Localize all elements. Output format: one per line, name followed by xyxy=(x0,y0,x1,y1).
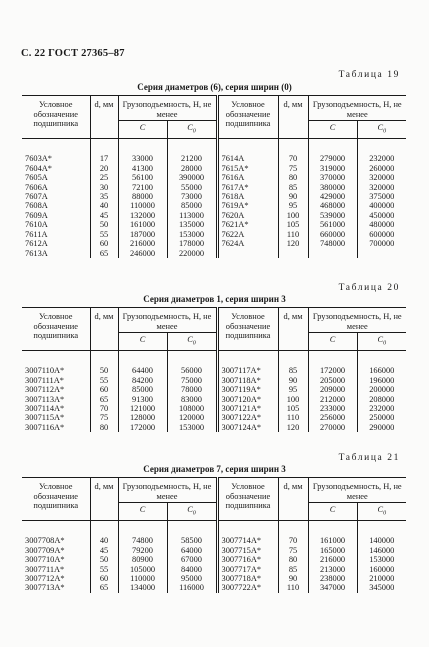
designation-cell: 3007712A* xyxy=(25,573,65,583)
c0-cell: 73000 xyxy=(167,192,217,201)
c0-cell: 84000 xyxy=(167,565,217,574)
table-row xyxy=(22,201,406,210)
c-cell: 319000 xyxy=(308,164,357,173)
c-cell: 279000 xyxy=(308,139,357,164)
c0-cell: 200000 xyxy=(357,385,406,394)
designation-cell: 7619A* xyxy=(217,201,278,210)
col-c: C xyxy=(118,121,167,139)
c-cell: 468000 xyxy=(308,201,357,210)
c-cell: 134000 xyxy=(118,583,167,592)
table-row xyxy=(22,546,406,555)
c0-cell: 232000 xyxy=(357,139,406,164)
c0-cell: 64000 xyxy=(167,546,217,555)
d-cell: 70 xyxy=(90,404,118,413)
col-c0: $C_0$ xyxy=(167,333,217,351)
c0-cell: 250000 xyxy=(357,413,406,422)
designation-cell: 7604A* xyxy=(25,163,52,173)
col-capacity: Грузоподъемность, Н, не менее xyxy=(118,478,217,503)
table-21-title: Серия диаметров 7, серия ширин 3 xyxy=(143,464,286,474)
d-cell: 95 xyxy=(278,385,308,394)
d-cell: 65 xyxy=(90,583,118,592)
designation-cell: 7616A xyxy=(217,173,278,182)
table-row xyxy=(22,230,406,239)
d-cell: 20 xyxy=(90,164,118,173)
c-cell: 74800 xyxy=(118,521,167,546)
c-cell: 33000 xyxy=(118,139,167,164)
designation-cell: 7610A xyxy=(25,220,48,230)
c-cell: 88000 xyxy=(118,192,167,201)
table-row xyxy=(22,555,406,564)
c0-cell: 153000 xyxy=(357,555,406,564)
col-capacity: Грузоподъемность, Н, не менее xyxy=(118,96,217,121)
designation-cell: 3007112A* xyxy=(25,385,65,395)
col-capacity: Грузоподъемность, Н, не менее xyxy=(118,308,217,333)
c0-cell: 166000 xyxy=(357,351,406,376)
designation-cell: 3007111A* xyxy=(25,375,64,385)
c-cell: 110000 xyxy=(118,574,167,583)
c-cell: 233000 xyxy=(308,404,357,413)
table-21 xyxy=(22,477,406,593)
c0-cell: 320000 xyxy=(357,173,406,182)
c-cell: 212000 xyxy=(308,395,357,404)
d-cell: 110 xyxy=(278,413,308,422)
col-d: d, мм xyxy=(278,478,308,521)
c-cell: 539000 xyxy=(308,211,357,220)
col-c0: $C_0$ xyxy=(167,121,217,139)
designation-cell: 7605A xyxy=(25,173,48,183)
c-cell: 161000 xyxy=(308,521,357,546)
designation-cell: 3007122A* xyxy=(217,413,278,422)
table-row xyxy=(22,220,406,229)
c-cell: 238000 xyxy=(308,574,357,583)
col-d: d, мм xyxy=(90,478,118,521)
table-20 xyxy=(22,307,406,432)
designation-cell: 3007709A* xyxy=(25,545,65,555)
d-cell: 70 xyxy=(278,139,308,164)
c0-cell: 290000 xyxy=(357,423,406,432)
c-cell: 128000 xyxy=(118,413,167,422)
c-cell: 429000 xyxy=(308,192,357,201)
col-c0: $C_0$ xyxy=(357,121,406,139)
d-cell: 70 xyxy=(278,521,308,546)
designation-cell: 3007717A* xyxy=(217,565,278,574)
table-row xyxy=(22,404,406,413)
d-cell: 105 xyxy=(278,220,308,229)
col-c0: $C_0$ xyxy=(357,333,406,351)
page-header: С. 22 ГОСТ 27365–87 xyxy=(21,48,125,59)
c0-cell: 78000 xyxy=(167,385,217,394)
designation-cell: 3007718A* xyxy=(217,574,278,583)
c-cell: 172000 xyxy=(308,351,357,376)
c-cell: 41300 xyxy=(118,164,167,173)
designation-cell: 7613A xyxy=(25,248,48,258)
designation-cell: 3007117A* xyxy=(217,351,278,376)
c0-cell: 700000 xyxy=(357,239,406,248)
d-cell: 65 xyxy=(90,395,118,404)
d-cell: 30 xyxy=(90,183,118,192)
d-cell: 35 xyxy=(90,192,118,201)
c-cell: 270000 xyxy=(308,423,357,432)
c-cell: 347000 xyxy=(308,583,357,592)
designation-cell: 7609A xyxy=(25,210,48,220)
designation-cell: 3007716A* xyxy=(217,555,278,564)
c-cell: 91300 xyxy=(118,395,167,404)
c0-cell: 220000 xyxy=(167,249,217,258)
c-cell: 246000 xyxy=(118,249,167,258)
designation-cell: 3007120A* xyxy=(217,395,278,404)
table-row xyxy=(22,583,406,592)
c-cell: 205000 xyxy=(308,376,357,385)
table-row xyxy=(22,239,406,248)
c0-cell: 75000 xyxy=(167,376,217,385)
designation-cell: 7603A* xyxy=(25,154,52,164)
designation-cell: 3007119A* xyxy=(217,385,278,394)
table-row xyxy=(22,413,406,422)
d-cell: 40 xyxy=(90,521,118,546)
c-cell: 161000 xyxy=(118,220,167,229)
d-cell: 95 xyxy=(278,201,308,210)
c-cell: 213000 xyxy=(308,565,357,574)
c0-cell: 153000 xyxy=(167,230,217,239)
c-cell: 105000 xyxy=(118,565,167,574)
table-20-title: Серия диаметров 1, серия ширин 3 xyxy=(143,294,286,304)
designation-cell: 3007708A* xyxy=(25,536,65,546)
col-c0: $C_0$ xyxy=(357,503,406,521)
c-cell: 85000 xyxy=(118,385,167,394)
c0-cell: 480000 xyxy=(357,220,406,229)
c-cell: 72100 xyxy=(118,183,167,192)
col-c: C xyxy=(118,333,167,351)
col-capacity: Грузоподъемность, Н, не менее xyxy=(308,96,406,121)
c0-cell: 55000 xyxy=(167,183,217,192)
d-cell: 60 xyxy=(90,239,118,248)
d-cell: 65 xyxy=(90,249,118,258)
d-cell: 45 xyxy=(90,546,118,555)
col-d: d, мм xyxy=(278,96,308,139)
designation-cell: 3007115A* xyxy=(25,413,65,423)
designation-cell: 3007711A* xyxy=(25,564,65,574)
d-cell: 80 xyxy=(278,173,308,182)
designation-cell: 7617A* xyxy=(217,183,278,192)
col-capacity: Грузоподъемность, Н, не менее xyxy=(308,478,406,503)
table-row xyxy=(22,574,406,583)
c0-cell: 208000 xyxy=(357,395,406,404)
table-row xyxy=(22,164,406,173)
table-row xyxy=(22,211,406,220)
d-cell: 110 xyxy=(278,583,308,592)
d-cell: 55 xyxy=(90,376,118,385)
c0-cell: 320000 xyxy=(357,183,406,192)
table-row xyxy=(22,521,406,546)
col-designation: Условное обозначение подшипника xyxy=(22,478,90,521)
d-cell: 40 xyxy=(90,201,118,210)
c0-cell: 21200 xyxy=(167,139,217,164)
d-cell: 90 xyxy=(278,574,308,583)
d-cell: 75 xyxy=(90,413,118,422)
d-cell: 85 xyxy=(278,351,308,376)
c0-cell: 140000 xyxy=(357,521,406,546)
c-cell: 216000 xyxy=(308,555,357,564)
c0-cell: 120000 xyxy=(167,413,217,422)
c0-cell: 85000 xyxy=(167,201,217,210)
c-cell: 64400 xyxy=(118,351,167,376)
c-cell xyxy=(308,249,357,258)
c0-cell: 210000 xyxy=(357,574,406,583)
col-c0: $C_0$ xyxy=(167,503,217,521)
designation-cell: 3007722A* xyxy=(217,583,278,592)
table-row xyxy=(22,376,406,385)
table-row xyxy=(22,249,406,258)
designation-cell: 7611A xyxy=(25,229,48,239)
table-row xyxy=(22,385,406,394)
d-cell: 75 xyxy=(278,546,308,555)
c-cell: 256000 xyxy=(308,413,357,422)
c0-cell: 153000 xyxy=(167,423,217,432)
table-row xyxy=(22,192,406,201)
table-19-label: Таблица 19 xyxy=(338,70,400,80)
designation-cell: 3007113A* xyxy=(25,394,65,404)
d-cell: 60 xyxy=(90,574,118,583)
designation-cell xyxy=(217,249,278,258)
c0-cell: 58500 xyxy=(167,521,217,546)
c0-cell: 400000 xyxy=(357,201,406,210)
d-cell: 50 xyxy=(90,220,118,229)
c0-cell: 160000 xyxy=(357,565,406,574)
c-cell: 216000 xyxy=(118,239,167,248)
designation-cell: 3007713A* xyxy=(25,583,65,593)
c-cell: 132000 xyxy=(118,211,167,220)
c0-cell: 113000 xyxy=(167,211,217,220)
d-cell: 17 xyxy=(90,139,118,164)
d-cell: 75 xyxy=(278,164,308,173)
c-cell: 172000 xyxy=(118,423,167,432)
table-21-label: Таблица 21 xyxy=(338,453,400,463)
c-cell: 121000 xyxy=(118,404,167,413)
designation-cell: 3007114A* xyxy=(25,403,65,413)
designation-cell: 3007118A* xyxy=(217,376,278,385)
c0-cell: 600000 xyxy=(357,230,406,239)
d-cell: 25 xyxy=(90,173,118,182)
c0-cell: 28000 xyxy=(167,164,217,173)
c-cell: 165000 xyxy=(308,546,357,555)
d-cell: 85 xyxy=(278,565,308,574)
d-cell: 50 xyxy=(90,555,118,564)
c0-cell: 196000 xyxy=(357,376,406,385)
c0-cell: 260000 xyxy=(357,164,406,173)
table-row xyxy=(22,139,406,164)
designation-cell: 3007110A* xyxy=(25,366,65,376)
d-cell: 90 xyxy=(278,192,308,201)
c-cell: 110000 xyxy=(118,201,167,210)
table-row xyxy=(22,183,406,192)
c-cell: 79200 xyxy=(118,546,167,555)
d-cell: 90 xyxy=(278,376,308,385)
designation-cell: 3007124A* xyxy=(217,423,278,432)
c0-cell: 450000 xyxy=(357,211,406,220)
col-d: d, мм xyxy=(90,96,118,139)
d-cell: 105 xyxy=(278,404,308,413)
col-c: C xyxy=(308,333,357,351)
col-d: d, мм xyxy=(90,308,118,351)
col-designation: Условное обозначение подшипника xyxy=(217,308,278,351)
c0-cell: 146000 xyxy=(357,546,406,555)
designation-cell: 7614A xyxy=(217,139,278,164)
d-cell: 80 xyxy=(90,423,118,432)
d-cell: 100 xyxy=(278,211,308,220)
c-cell: 748000 xyxy=(308,239,357,248)
d-cell: 110 xyxy=(278,230,308,239)
designation-cell: 7606A xyxy=(25,182,48,192)
d-cell: 60 xyxy=(90,385,118,394)
col-designation: Условное обозначение подшипника xyxy=(217,478,278,521)
designation-cell: 7622A xyxy=(217,230,278,239)
table-row xyxy=(22,173,406,182)
col-designation: Условное обозначение подшипника xyxy=(22,96,90,139)
c-cell: 209000 xyxy=(308,385,357,394)
designation-cell: 7620A xyxy=(217,211,278,220)
table-row xyxy=(22,351,406,376)
designation-cell: 7612A xyxy=(25,239,48,249)
c0-cell: 135000 xyxy=(167,220,217,229)
col-designation: Условное обозначение подшипника xyxy=(217,96,278,139)
designation-cell: 7608A xyxy=(25,201,48,211)
designation-cell: 3007715A* xyxy=(217,546,278,555)
designation-cell: 7624A xyxy=(217,239,278,248)
d-cell: 85 xyxy=(278,183,308,192)
c0-cell: 345000 xyxy=(357,583,406,592)
designation-cell: 7615A* xyxy=(217,164,278,173)
designation-cell: 3007714A* xyxy=(217,521,278,546)
c0-cell: 375000 xyxy=(357,192,406,201)
d-cell: 100 xyxy=(278,395,308,404)
col-c: C xyxy=(308,121,357,139)
c0-cell: 56000 xyxy=(167,351,217,376)
designation-cell: 3007710A* xyxy=(25,555,65,565)
d-cell: 120 xyxy=(278,239,308,248)
col-d: d, мм xyxy=(278,308,308,351)
d-cell: 80 xyxy=(278,555,308,564)
c0-cell: 83000 xyxy=(167,395,217,404)
c0-cell: 390000 xyxy=(167,173,217,182)
c0-cell: 232000 xyxy=(357,404,406,413)
c-cell: 380000 xyxy=(308,183,357,192)
table-row xyxy=(22,565,406,574)
d-cell: 45 xyxy=(90,211,118,220)
c-cell: 56100 xyxy=(118,173,167,182)
c0-cell: 67000 xyxy=(167,555,217,564)
designation-cell: 7618A xyxy=(217,192,278,201)
table-row xyxy=(22,395,406,404)
col-capacity: Грузоподъемность, Н, не менее xyxy=(308,308,406,333)
d-cell: 120 xyxy=(278,423,308,432)
d-cell xyxy=(278,249,308,258)
d-cell: 55 xyxy=(90,565,118,574)
c0-cell: 116000 xyxy=(167,583,217,592)
designation-cell: 3007121A* xyxy=(217,404,278,413)
table-row xyxy=(22,423,406,432)
c-cell: 660000 xyxy=(308,230,357,239)
c0-cell xyxy=(357,249,406,258)
d-cell: 55 xyxy=(90,230,118,239)
table-19-title: Серия диаметров (6), серия ширин (0) xyxy=(137,82,292,92)
designation-cell: 3007116A* xyxy=(25,422,65,432)
designation-cell: 7607A xyxy=(25,191,48,201)
col-c: C xyxy=(118,503,167,521)
col-c: C xyxy=(308,503,357,521)
c-cell: 187000 xyxy=(118,230,167,239)
c0-cell: 108000 xyxy=(167,404,217,413)
col-designation: Условное обозначение подшипника xyxy=(22,308,90,351)
c-cell: 370000 xyxy=(308,173,357,182)
table-19 xyxy=(22,95,406,258)
c-cell: 84200 xyxy=(118,376,167,385)
c-cell: 561000 xyxy=(308,220,357,229)
c-cell: 80900 xyxy=(118,555,167,564)
c0-cell: 95000 xyxy=(167,574,217,583)
designation-cell: 7621A* xyxy=(217,220,278,229)
d-cell: 50 xyxy=(90,351,118,376)
table-20-label: Таблица 20 xyxy=(338,283,400,293)
c0-cell: 178000 xyxy=(167,239,217,248)
